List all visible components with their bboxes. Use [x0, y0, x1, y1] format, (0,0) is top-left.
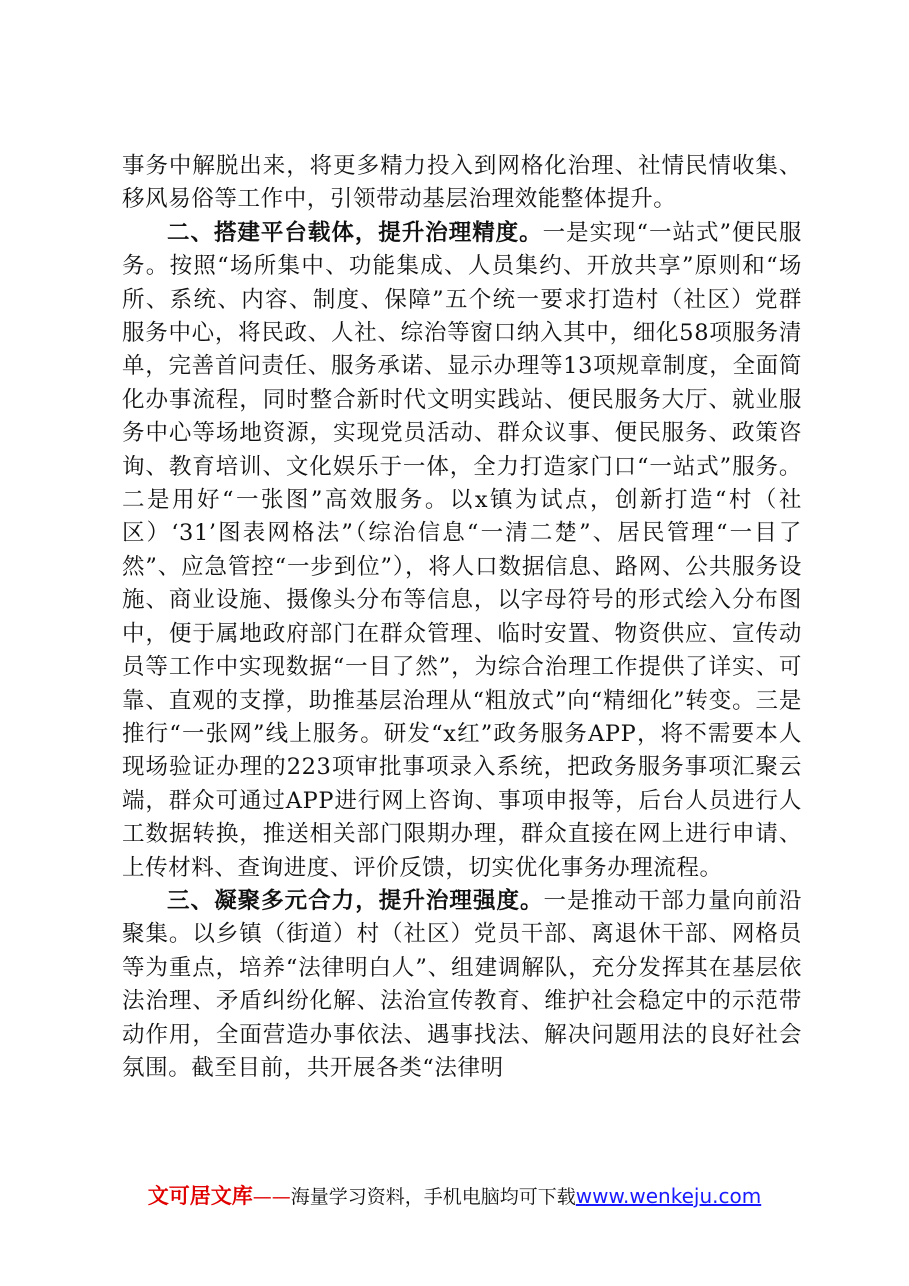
footer-url-link[interactable]: www.wenkeju.com — [575, 1184, 762, 1208]
footer-dash: —— — [252, 1186, 291, 1208]
footer-brand: 文可居文库 — [147, 1184, 253, 1208]
section-heading-three: 三、凝聚多元合力，提升治理强度。 — [167, 887, 544, 914]
paragraph-text: 事务中解脱出来，将更多精力投入到网格化治理、社情民情收集、移风易俗等工作中，引领带动基层治理效能整体提升。 — [122, 153, 802, 213]
section-heading-two: 二、搭建平台载体，提升治理精度。 — [167, 219, 543, 246]
paragraph-section-three — [122, 885, 802, 1085]
document-body — [122, 150, 802, 1085]
paragraph-text: 一是实现“一站式”便民服务。按照“场所集中、功能集成、人员集约、开放共享”原则和“场所、系统、内容、制度、保障”五个统一要求打造村（社区）党群服务中心，将民政、人社、综治等窗口纳入其中，细化58项服务清单，完善首问责任、服务承诺、显示办理等13项规章制度，全面简化办事流程，同时整合新时代文明实践站、便民服务大厅、就业服务中心等场地资源，实现党员活动、群众议事、便民服务、政策咨询、教育培训、文化娱乐于一体，全力打造家门口“一站式”服务。二是用好“一张图”高效服务。以x镇为试点，创新打造“村（社区）‘31’图表网格法”（综治信息“一清二楚”、居民管理“一目了然”、应急管控“一步到位”），将人口数据信息、路网、公共服务设施、商业设施、摄像头分布等信息，以字母符号的形式绘入分布图中，便于属地政府部门在群众管理、临时安置、物资供应、宣传动员等工作中实现数据“一目了然”，为综合治理工作提供了详实、可靠、直观的支撑，助推基层治理从“粗放式”向“精细化”转变。三是推行“一张网”线上服务。研发“x红”政务服务APP，将不需要本人现场验证办理的223项审批事项录入系统，把政务服务事项汇聚云端，群众可通过APP进行网上咨询、事项申报等，后台人员进行人工数据转换，推送相关部门限期办理，群众直接在网上进行申请、上传材料、查询进度、评价反馈，切实优化事务办理流程。 — [122, 219, 802, 881]
paragraph-text: 一是推动干部力量向前沿聚集。以乡镇（街道）村（社区）党员干部、离退休干部、网格员等为重点，培养“法律明白人”、组建调解队，充分发挥其在基层依法治理、矛盾纠纷化解、法治宣传教育、维护社会稳定中的示范带动作用，全面营造办事依法、遇事找法、解决问题用法的良好社会氛围。截至目前，共开展各类“法律明 — [122, 887, 802, 1081]
footer-slogan: 海量学习资料，手机电脑均可下载 — [290, 1186, 576, 1208]
paragraph-continuation — [122, 150, 802, 217]
paragraph-section-two — [122, 217, 802, 885]
footer-banner — [0, 1182, 909, 1211]
